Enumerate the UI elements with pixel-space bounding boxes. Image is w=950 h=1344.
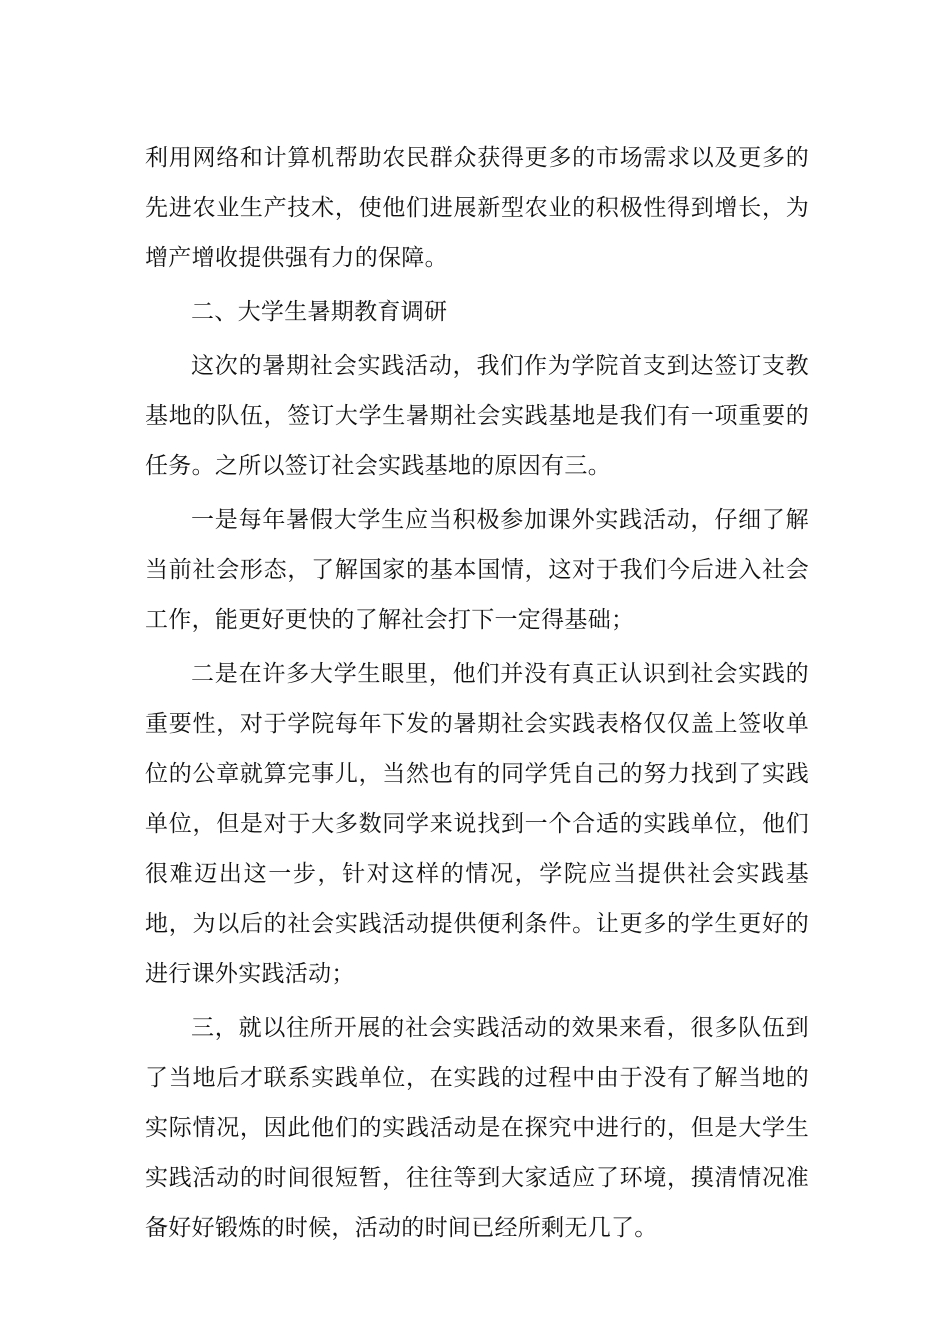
document-body <box>145 133 809 1257</box>
section-heading: 二、大学生暑期教育调研 <box>191 299 448 325</box>
paragraph-intro: 这次的暑期社会实践活动，我们作为学院首支到达签订支教基地的队伍，签订大学生暑期社会实践基地是我们有一项重要的任务。之所以签订社会实践基地的原因有三。 <box>145 353 809 479</box>
paragraph-reason-three: 三，就以往所开展的社会实践活动的效果来看，很多队伍到了当地后才联系实践单位，在实践的过程中由于没有了解当地的实际情况，因此他们的实践活动是在探究中进行的，但是大学生实践活动的时间很短暂，往往等到大家适应了环境，摸清情况准备好好锻炼的时候，活动的时间已经所剩无几了。 <box>145 1015 809 1241</box>
paragraph-continuation: 利用网络和计算机帮助农民群众获得更多的市场需求以及更多的先进农业生产技术，使他们进展新型农业的积极性得到增长，为增产增收提供强有力的保障。 <box>145 145 809 271</box>
paragraph-reason-one: 一是每年暑假大学生应当积极参加课外实践活动，仔细了解当前社会形态，了解国家的基本国情，这对于我们今后进入社会工作，能更好更快的了解社会打下一定得基础； <box>145 507 809 633</box>
paragraph-reason-two: 二是在许多大学生眼里，他们并没有真正认识到社会实践的重要性，对于学院每年下发的暑期社会实践表格仅仅盖上签收单位的公章就算完事儿，当然也有的同学凭自己的努力找到了实践单位，但是对于大多数同学来说找到一个合适的实践单位，他们很难迈出这一步，针对这样的情况，学院应当提供社会实践基地，为以后的社会实践活动提供便利条件。让更多的学生更好的进行课外实践活动； <box>145 661 809 987</box>
